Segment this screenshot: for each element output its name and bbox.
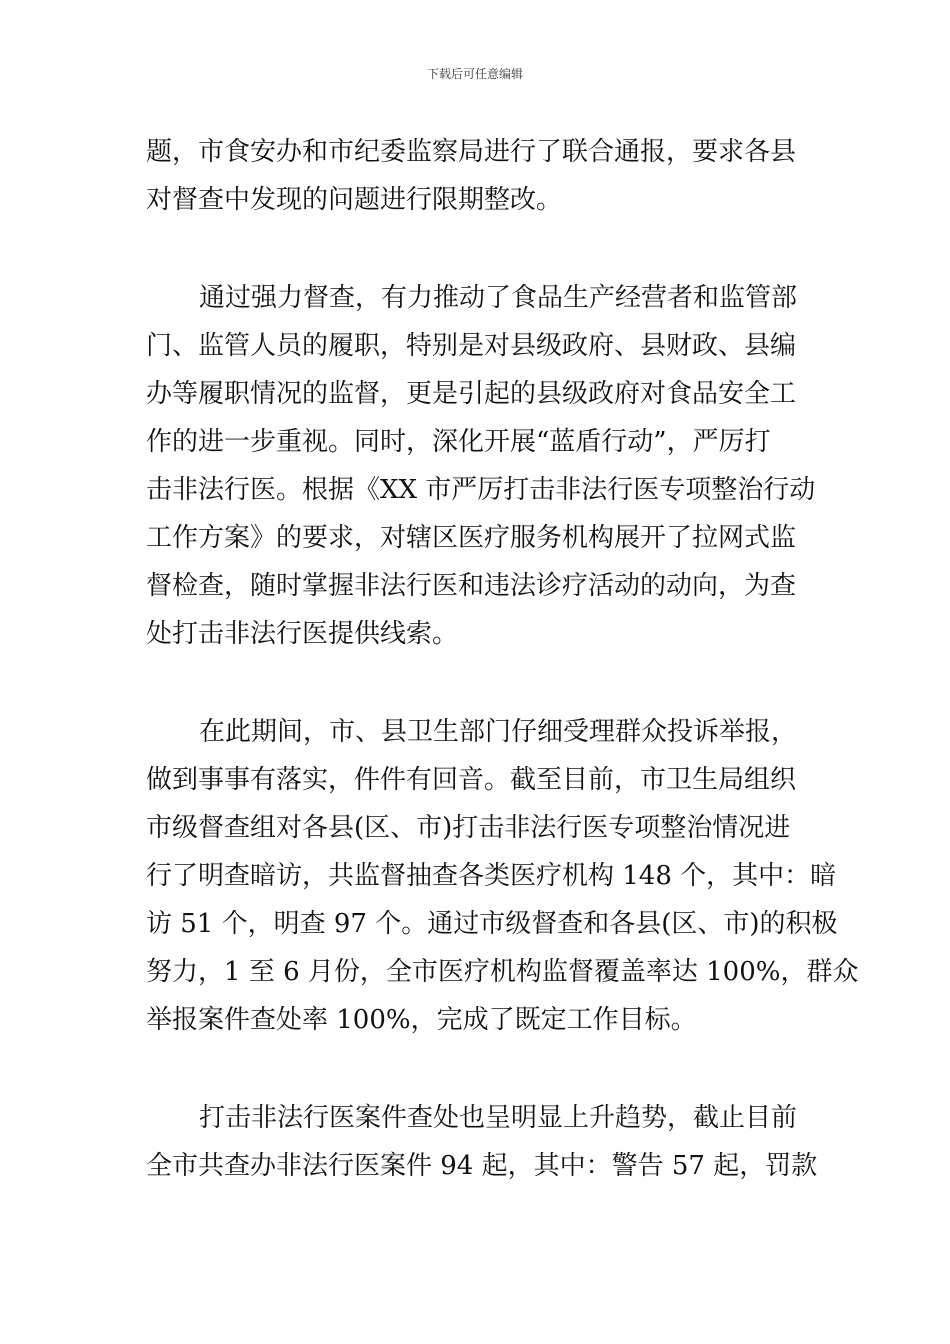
text-line: 处打击非法行医提供线索。 (146, 619, 459, 649)
text-line: 全市共查办非法行医案件 94 起，其中：警告 57 起，罚款 (146, 1151, 818, 1181)
paragraph-1 (146, 128, 808, 224)
text-line: 督检查，随时掌握非法行医和违法诊疗活动的动向，为查 (146, 571, 797, 601)
text-line-indented: 在此期间，市、县卫生部门仔细受理群众投诉举报， (199, 717, 798, 747)
text-line: 努力，1 至 6 月份，全市医疗机构监督覆盖率达 100%，群众 (146, 957, 859, 987)
text-line: 举报案件查处率 100%，完成了既定工作目标。 (146, 1005, 697, 1035)
paragraph-3 (146, 708, 859, 1044)
text-line: 市级督查组对各县(区、市)打击非法行医专项整治情况进 (146, 813, 791, 843)
text-line: 访 51 个，明查 97 个。通过市级督查和各县(区、市)的积极 (146, 909, 838, 939)
text-line-indented: 通过强力督查，有力推动了食品生产经营者和监管部 (199, 283, 798, 313)
text-line: 行了明查暗访，共监督抽查各类医疗机构 148 个，其中：暗 (146, 861, 837, 891)
text-line: 对督查中发现的问题进行限期整改。 (146, 185, 563, 215)
text-line: 工作方案》的要求，对辖区医疗服务机构展开了拉网式监 (146, 523, 797, 553)
paragraph-2 (146, 274, 816, 658)
text-line: 办等履职情况的监督，更是引起的县级政府对食品安全工 (146, 379, 797, 409)
text-line: 作的进一步重视。同时，深化开展“蓝盾行动”，严厉打 (146, 427, 771, 457)
document-body (146, 128, 859, 1240)
text-line: 题，市食安办和市纪委监察局进行了联合通报，要求各县 (146, 137, 797, 167)
text-line-indented: 打击非法行医案件查处也呈明显上升趋势，截止目前 (199, 1103, 798, 1133)
text-line: 门、监管人员的履职，特别是对县级政府、县财政、县编 (146, 331, 797, 361)
paragraph-4 (146, 1094, 818, 1190)
text-line: 击非法行医。根据《XX 市严厉打击非法行医专项整治行动 (146, 475, 816, 505)
page-header-note: 下载后可任意编辑 (426, 67, 523, 81)
text-line: 做到事事有落实，件件有回音。截至目前，市卫生局组织 (146, 765, 797, 795)
